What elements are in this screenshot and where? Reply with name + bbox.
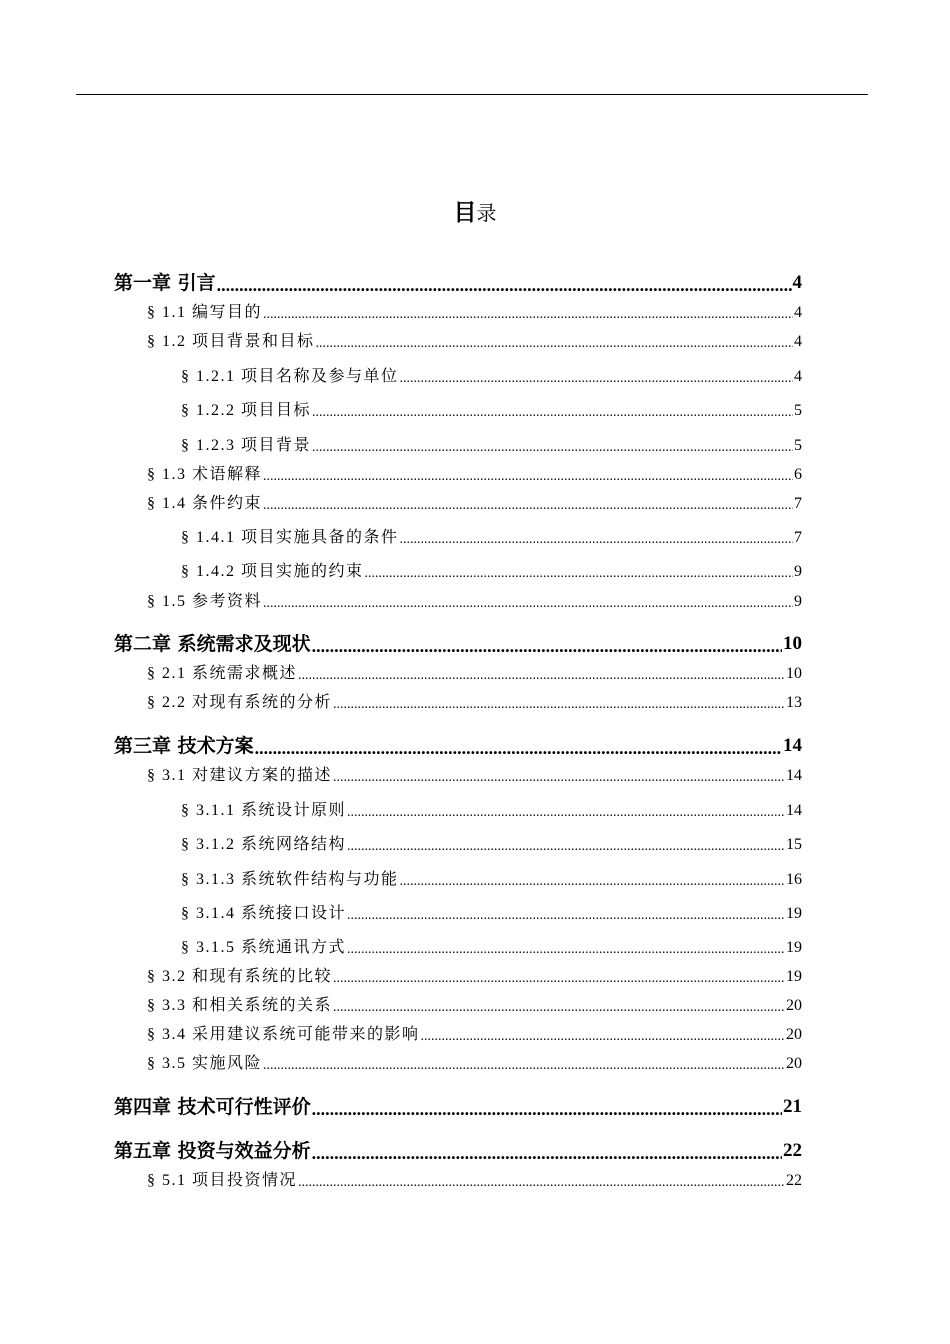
dot-leader: [312, 438, 793, 458]
toc-section-2-1[interactable]: § 2.1 系统需求概述 ..... 10: [0, 660, 950, 686]
toc-title-part2: 录: [476, 201, 497, 225]
toc-section-3-4[interactable]: § 3.4 采用建议系统可能带来的影响 ..... 20: [0, 1021, 950, 1047]
dot-leader: [217, 274, 792, 296]
page-number: 13: [786, 694, 802, 711]
page-number: 22: [786, 1172, 802, 1189]
dot-leader: [400, 872, 785, 892]
toc-section-3-1[interactable]: § 3.1 对建议方案的描述 ..... 14: [0, 762, 950, 788]
dot-leader: [316, 334, 793, 354]
toc-subsection-1-2-2[interactable]: § 1.2.2 项目目标 ..... 5: [0, 397, 950, 423]
page-number: 15: [786, 836, 802, 853]
toc-section-3-2[interactable]: § 3.2 和现有系统的比较 ..... 19: [0, 963, 950, 989]
dot-leader: [263, 496, 793, 516]
dot-leader: [400, 530, 793, 550]
dot-leader: [333, 998, 785, 1018]
toc-subsection-3-1-2[interactable]: § 3.1.2 系统网络结构 ..... 15: [0, 831, 950, 857]
toc-chapter-1[interactable]: 第一章 引言 ..... 4: [0, 270, 950, 296]
page-number: 4: [794, 368, 802, 385]
toc-title: [0, 198, 950, 228]
toc-subsection-1-2-3[interactable]: § 1.2.3 项目背景 ..... 5: [0, 432, 950, 458]
dot-leader: [347, 837, 785, 857]
dot-leader: [255, 737, 782, 759]
dot-leader: [421, 1027, 785, 1047]
page-number: 16: [786, 871, 802, 888]
toc-title-part1: 目: [453, 200, 477, 226]
page-number: 20: [786, 1055, 802, 1072]
toc-subsection-1-2-1[interactable]: § 1.2.1 项目名称及参与单位 ..... 4: [0, 363, 950, 389]
dot-leader: [263, 1056, 785, 1076]
dot-leader: [312, 403, 793, 423]
dot-leader: [333, 695, 785, 715]
dot-leader: [263, 467, 793, 487]
toc-section-3-5[interactable]: § 3.5 实施风险 ..... 20: [0, 1050, 950, 1076]
toc-section-1-1[interactable]: § 1.1 编写目的 ..... 4: [0, 299, 950, 325]
toc-section-3-3[interactable]: § 3.3 和相关系统的关系 ..... 20: [0, 992, 950, 1018]
dot-leader: [263, 594, 793, 614]
toc-subsection-3-1-1[interactable]: § 3.1.1 系统设计原则 ..... 14: [0, 797, 950, 823]
dot-leader: [298, 1173, 785, 1193]
page-number: 4: [794, 304, 802, 321]
page-number: 21: [783, 1096, 802, 1117]
dot-leader: [347, 940, 785, 960]
page-number: 19: [786, 968, 802, 985]
page-number: 19: [786, 905, 802, 922]
dot-leader: [347, 803, 785, 823]
page-number: 7: [794, 495, 802, 512]
page-number: 14: [783, 735, 802, 756]
toc-chapter-4[interactable]: 第四章 技术可行性评价 ..... 21: [0, 1094, 950, 1120]
page-number: 4: [792, 272, 802, 293]
page-number: 10: [783, 633, 802, 654]
toc-section-1-5[interactable]: § 1.5 参考资料 ..... 9: [0, 588, 950, 614]
toc-chapter-5[interactable]: 第五章 投资与效益分析 ..... 22: [0, 1138, 950, 1164]
dot-leader: [365, 564, 793, 584]
page-number: 5: [794, 437, 802, 454]
page-number: 6: [794, 466, 802, 483]
toc-subsection-3-1-4[interactable]: § 3.1.4 系统接口设计 ..... 19: [0, 900, 950, 926]
dot-leader: [312, 1142, 782, 1164]
toc-chapter-3[interactable]: 第三章 技术方案 ..... 14: [0, 733, 950, 759]
page-number: 5: [794, 402, 802, 419]
toc-subsection-3-1-3[interactable]: § 3.1.3 系统软件结构与功能 ..... 16: [0, 866, 950, 892]
toc-section-1-3[interactable]: § 1.3 术语解释 ..... 6: [0, 461, 950, 487]
page-number: 14: [786, 802, 802, 819]
dot-leader: [312, 635, 782, 657]
dot-leader: [347, 906, 785, 926]
page-number: 20: [786, 1026, 802, 1043]
header-rule: [76, 94, 868, 95]
page-number: 10: [786, 665, 802, 682]
page-number: 7: [794, 529, 802, 546]
dot-leader: [333, 969, 785, 989]
dot-leader: [312, 1098, 782, 1120]
dot-leader: [263, 305, 793, 325]
dot-leader: [400, 369, 793, 389]
page-number: 19: [786, 939, 802, 956]
toc-section-2-2[interactable]: § 2.2 对现有系统的分析 ..... 13: [0, 689, 950, 715]
toc-chapter-2[interactable]: 第二章 系统需求及现状 ..... 10: [0, 631, 950, 657]
page-number: 20: [786, 997, 802, 1014]
toc-section-1-4[interactable]: § 1.4 条件约束 ..... 7: [0, 490, 950, 516]
dot-leader: [333, 768, 785, 788]
page-number: 14: [786, 767, 802, 784]
page-number: 9: [794, 593, 802, 610]
toc-subsection-1-4-2[interactable]: § 1.4.2 项目实施的约束 ..... 9: [0, 558, 950, 584]
page-number: 22: [783, 1140, 802, 1161]
dot-leader: [298, 666, 785, 686]
toc-section-5-1[interactable]: § 5.1 项目投资情况 ..... 22: [0, 1167, 950, 1193]
toc-subsection-1-4-1[interactable]: § 1.4.1 项目实施具备的条件 ..... 7: [0, 524, 950, 550]
toc-subsection-3-1-5[interactable]: § 3.1.5 系统通讯方式 ..... 19: [0, 934, 950, 960]
page-number: 9: [794, 563, 802, 580]
toc-section-1-2[interactable]: § 1.2 项目背景和目标 ..... 4: [0, 328, 950, 354]
page-number: 4: [794, 333, 802, 350]
